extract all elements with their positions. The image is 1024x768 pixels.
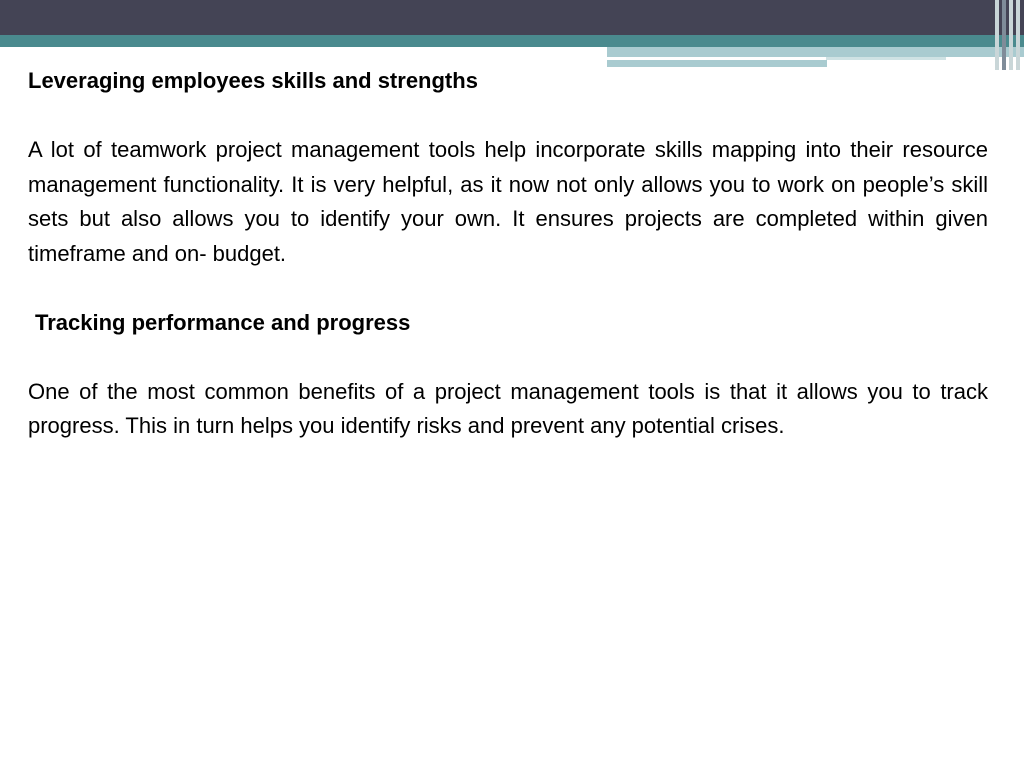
section-heading: Leveraging employees skills and strengths [28,68,478,93]
header-light-bar [607,47,1024,57]
section-body: A lot of teamwork project management tools help incorporate skills mapping into their resource management functionality. It is very helpful, as it now not only allows you to work on people’s skill sets but also allows you to identify your own. It ensures projects are completed within given timeframe and on- budget. [28,137,988,266]
header-dark-bar [0,0,1024,35]
spacer [28,99,988,134]
slide-content [28,64,988,444]
section-body: One of the most common benefits of a project management tools is that it allows you to track progress. This in turn helps you identify risks and prevent any potential crises. [28,378,988,438]
header-accent-line [826,57,946,60]
header-stripe [995,0,999,70]
header-stripe [1009,0,1013,70]
spacer [28,271,988,306]
header-stripe [1016,0,1020,70]
section-heading: Tracking performance and progress [35,309,411,335]
header-stripe [1002,0,1006,70]
header-teal-bar [0,35,1024,47]
spacer [28,340,988,375]
header-stripes [990,0,1024,70]
